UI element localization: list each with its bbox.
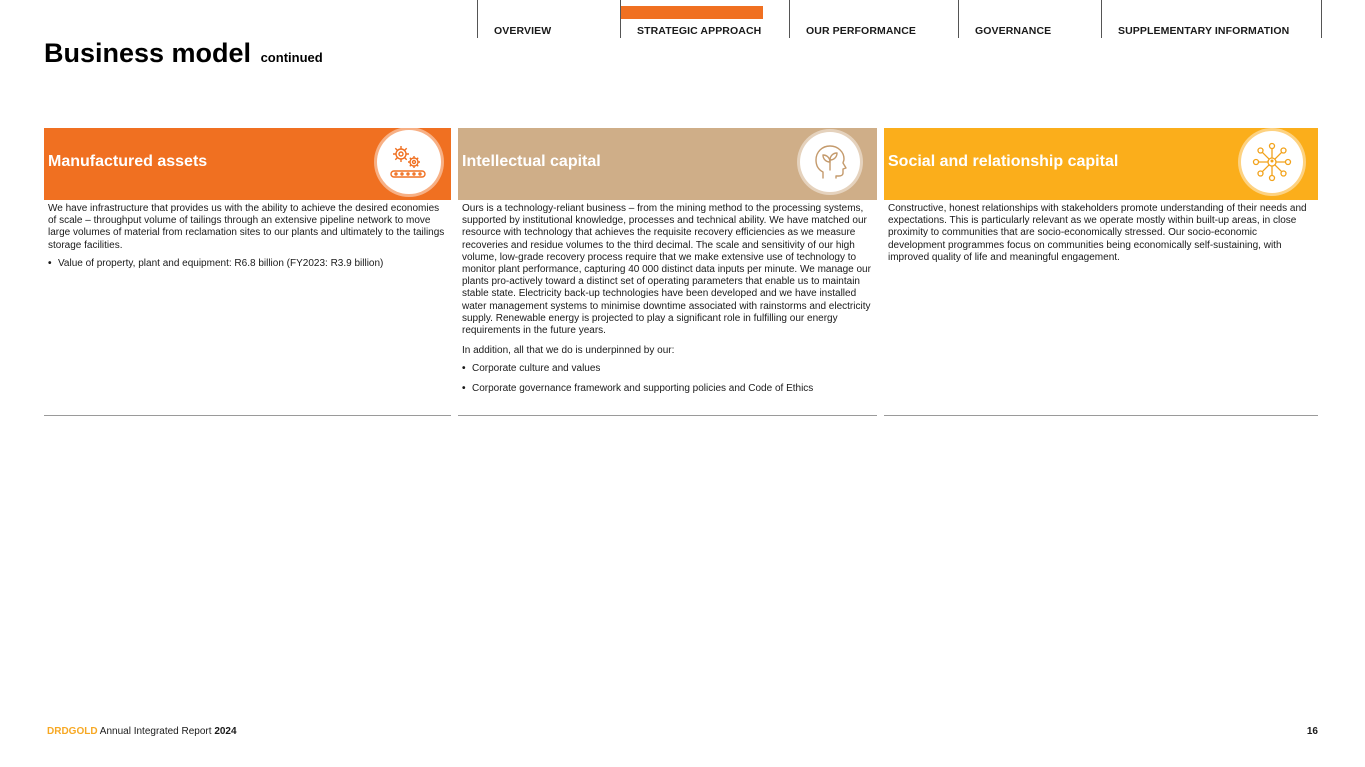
manufactured-assets-body [44,200,451,270]
footer-brand: DRDGOLD [47,726,98,737]
nav-governance[interactable] [958,0,1101,38]
nav-overview[interactable] [477,0,620,38]
page-subtitle: continued [260,50,323,65]
intellectual-capital-header [458,128,877,200]
page-title [44,38,323,69]
page-number: 16 [1306,726,1318,737]
intellectual-capital-paragraph: Ours is a technology-reliant business – from the mining method to the processing systems, supported by institutional knowledge, processes and technical ability. We have matched our resource with technology that achieves the requisite recovery efficiencies as we measure recoveries and residue volumes to the third decimal. The scale and sensitivity of our high volume, low-grade recovery process require that we make extensive use of technology to monitor plant performance, capturing 40 000 distinct data inputs per minute. We manage our plants pro-actively toward a distinct set of operating parameters that enable us to maintain stable state. Electricity back-up technologies have been developed and we have installed water management systems to minimise downtime associated with rainstorms and electricity supply. Renewable energy is projected to play a significant role in fulfilling our energy requirements in the future years. [462,203,871,337]
footer-text: Annual Integrated Report [97,726,215,737]
intellectual-capital-bullet-1: • Corporate culture and values [462,363,873,375]
social-relationship-capital-heading: Social and relationship capital [888,153,1119,170]
intellectual-capital-intro: In addition, all that we do is underpinned by our: [462,345,675,357]
nav-our-performance-label: OUR PERFORMANCE [806,25,917,37]
intellectual-capital-heading: Intellectual capital [462,153,601,170]
social-relationship-capital-header [884,128,1318,200]
top-navigation [477,0,1322,38]
manufactured-assets-header [44,128,451,200]
nav-overview-label: OVERVIEW [494,25,552,37]
manufactured-assets-paragraph: We have infrastructure that provides us with the ability to achieve the desired economies of scale – throughput volume of tailings through an extensive pipeline network to move large volumes of material from reclamation sites to our plants and ultimately to the tailings storage facilities. [48,203,445,251]
intellectual-capital-section [458,128,877,402]
social-relationship-capital-body [884,200,1318,264]
nav-supplementary-information[interactable] [1101,0,1322,38]
network-people-icon [1241,131,1303,193]
social-relationship-capital-divider [884,415,1318,416]
manufactured-assets-section [44,128,451,277]
footer-year: 2024 [214,726,237,737]
footer [47,726,237,737]
social-relationship-capital-paragraph: Constructive, honest relationships with stakeholders promote understanding of their needs and expectations. This is particularly relevant as we operate mostly within built-up areas, in close proximity to communities that are socio-economically stressed. Our socio-economic development programmes focus on communities being economically self-sustaining, with improved quality of life and meaningful engagement. [888,203,1307,263]
intellectual-capital-divider [458,415,877,416]
head-leaf-icon [800,132,860,192]
active-tab-indicator [621,6,763,19]
nav-our-performance[interactable] [789,0,958,38]
nav-governance-label: GOVERNANCE [975,25,1052,37]
nav-divider [1321,0,1322,38]
manufactured-assets-heading: Manufactured assets [48,153,208,170]
manufactured-assets-divider [44,415,451,416]
intellectual-capital-bullet-2: • Corporate governance framework and supporting policies and Code of Ethics [462,383,873,395]
gear-conveyor-icon [377,130,441,194]
intellectual-capital-body [458,200,877,395]
nav-supplementary-information-label: SUPPLEMENTARY INFORMATION [1118,25,1290,37]
manufactured-assets-bullet: • Value of property, plant and equipment: R6.8 billion (FY2023: R3.9 billion) [48,258,447,270]
nav-strategic-approach[interactable] [620,0,789,38]
nav-strategic-approach-label: STRATEGIC APPROACH [637,25,762,37]
social-relationship-capital-section [884,128,1318,270]
page-title-text: Business model [44,38,252,68]
